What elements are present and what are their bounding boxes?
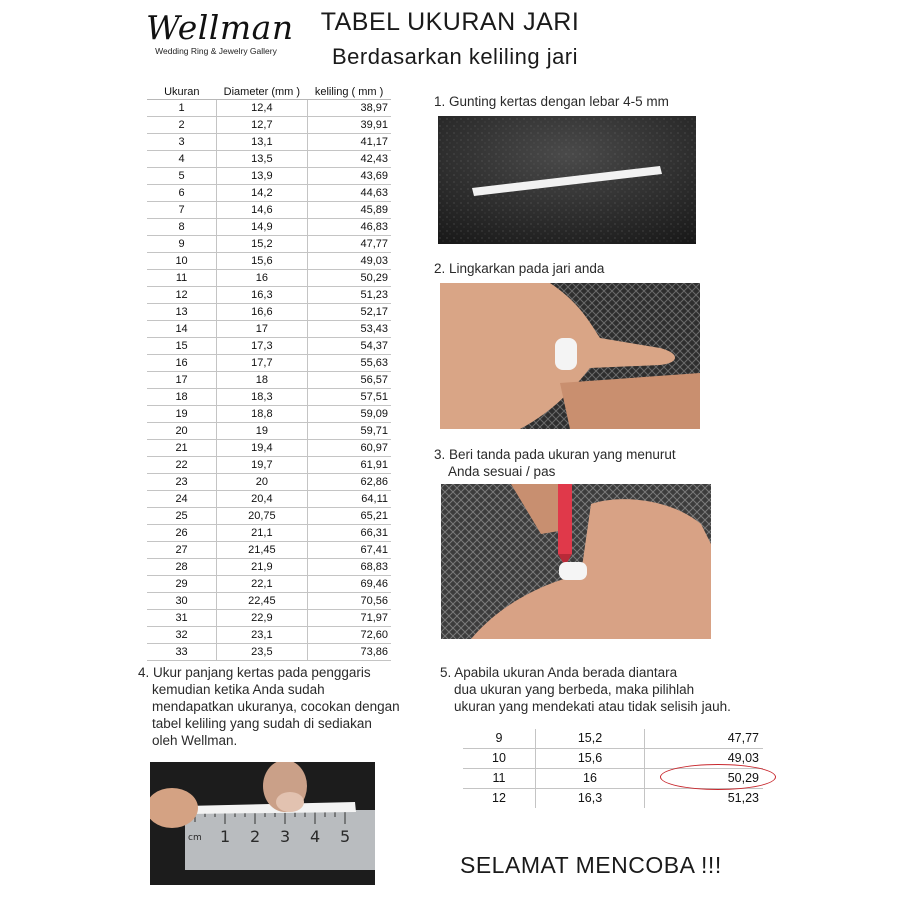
step-1-text: 1. Gunting kertas dengan lebar 4-5 mm bbox=[434, 94, 669, 109]
table-row bbox=[147, 576, 391, 593]
size-cell: 16 bbox=[147, 355, 217, 372]
circumference-cell: 62,86 bbox=[307, 474, 391, 491]
table-row bbox=[147, 542, 391, 559]
size-cell: 27 bbox=[147, 542, 217, 559]
circumference-cell: 70,56 bbox=[307, 593, 391, 610]
diameter-cell: 14,6 bbox=[217, 202, 307, 219]
circumference-cell: 50,29 bbox=[645, 769, 764, 789]
circumference-cell: 59,09 bbox=[307, 406, 391, 423]
table-row bbox=[147, 338, 391, 355]
table-row bbox=[147, 457, 391, 474]
circumference-cell: 66,31 bbox=[307, 525, 391, 542]
circumference-cell: 41,17 bbox=[307, 134, 391, 151]
table-row bbox=[147, 202, 391, 219]
diameter-cell: 14,2 bbox=[217, 185, 307, 202]
table-row bbox=[463, 789, 763, 809]
size-cell: 10 bbox=[147, 253, 217, 270]
table-row bbox=[147, 610, 391, 627]
circumference-cell: 55,63 bbox=[307, 355, 391, 372]
table-row bbox=[147, 627, 391, 644]
size-cell: 17 bbox=[147, 372, 217, 389]
ruler-tick-label: 3 bbox=[280, 827, 291, 846]
diameter-cell: 15,2 bbox=[217, 236, 307, 253]
ring-size-table bbox=[147, 84, 391, 661]
closing-message: SELAMAT MENCOBA !!! bbox=[460, 852, 722, 878]
step-3-line-1: 3. Beri tanda pada ukuran yang menurut bbox=[434, 447, 676, 462]
size-cell: 13 bbox=[147, 304, 217, 321]
size-cell: 26 bbox=[147, 525, 217, 542]
size-cell: 4 bbox=[147, 151, 217, 168]
circumference-cell: 43,69 bbox=[307, 168, 391, 185]
table-row bbox=[463, 729, 763, 749]
diameter-cell: 21,9 bbox=[217, 559, 307, 576]
circumference-cell: 44,63 bbox=[307, 185, 391, 202]
step-3-line-2: Anda sesuai / pas bbox=[448, 464, 556, 479]
size-cell: 12 bbox=[147, 287, 217, 304]
table-row bbox=[147, 389, 391, 406]
ruler-tick-label: 2 bbox=[250, 827, 261, 846]
table-row bbox=[147, 406, 391, 423]
diameter-cell: 19 bbox=[217, 423, 307, 440]
size-cell: 10 bbox=[463, 749, 536, 769]
circumference-cell: 61,91 bbox=[307, 457, 391, 474]
circumference-cell: 38,97 bbox=[307, 100, 391, 117]
paper-strip-photo bbox=[438, 116, 696, 244]
ruler-photo bbox=[150, 762, 375, 885]
circumference-cell: 39,91 bbox=[307, 117, 391, 134]
step-4-line-2: kemudian ketika Anda sudah bbox=[152, 682, 325, 697]
circumference-cell: 60,97 bbox=[307, 440, 391, 457]
table-row bbox=[147, 423, 391, 440]
table-body bbox=[147, 100, 391, 661]
table-row bbox=[147, 321, 391, 338]
size-cell: 31 bbox=[147, 610, 217, 627]
step-4-line-3: mendapatkan ukuranya, cocokan dengan bbox=[152, 699, 400, 714]
size-cell: 5 bbox=[147, 168, 217, 185]
step-5-line-1: 5. Apabila ukuran Anda berada diantara bbox=[440, 665, 678, 680]
diameter-cell: 20 bbox=[217, 474, 307, 491]
wrap-finger-photo bbox=[440, 283, 700, 429]
size-cell: 1 bbox=[147, 100, 217, 117]
diameter-cell: 22,1 bbox=[217, 576, 307, 593]
step-4-line-1: 4. Ukur panjang kertas pada penggaris bbox=[138, 665, 371, 680]
step-4-text bbox=[138, 664, 438, 749]
table-row bbox=[147, 593, 391, 610]
diameter-cell: 12,7 bbox=[217, 117, 307, 134]
circumference-cell: 59,71 bbox=[307, 423, 391, 440]
size-cell: 8 bbox=[147, 219, 217, 236]
table-row bbox=[147, 304, 391, 321]
mark-pen-illustration bbox=[441, 484, 711, 639]
diameter-cell: 17,7 bbox=[217, 355, 307, 372]
circumference-cell: 46,83 bbox=[307, 219, 391, 236]
size-cell: 29 bbox=[147, 576, 217, 593]
diameter-cell: 15,2 bbox=[536, 729, 645, 749]
diameter-cell: 18,8 bbox=[217, 406, 307, 423]
table-row bbox=[147, 559, 391, 576]
size-cell: 9 bbox=[463, 729, 536, 749]
wrap-finger-illustration bbox=[440, 283, 700, 429]
table-row bbox=[147, 117, 391, 134]
brand-logo bbox=[146, 8, 294, 64]
size-cell: 6 bbox=[147, 185, 217, 202]
table-row bbox=[147, 644, 391, 661]
diameter-cell: 12,4 bbox=[217, 100, 307, 117]
ruler-illustration bbox=[150, 762, 375, 885]
paper-strip-illustration bbox=[438, 116, 696, 244]
step-3-text bbox=[434, 446, 734, 480]
table-row bbox=[147, 151, 391, 168]
table-row bbox=[147, 100, 391, 117]
size-cell: 24 bbox=[147, 491, 217, 508]
size-cell: 7 bbox=[147, 202, 217, 219]
size-cell: 25 bbox=[147, 508, 217, 525]
diameter-cell: 15,6 bbox=[536, 749, 645, 769]
table-row bbox=[147, 134, 391, 151]
mark-pen-photo bbox=[441, 484, 711, 639]
circumference-cell: 49,03 bbox=[307, 253, 391, 270]
table-row bbox=[147, 525, 391, 542]
diameter-cell: 19,7 bbox=[217, 457, 307, 474]
step-2-text: 2. Lingkarkan pada jari anda bbox=[434, 261, 605, 276]
circumference-cell: 42,43 bbox=[307, 151, 391, 168]
diameter-cell: 18 bbox=[217, 372, 307, 389]
diameter-cell: 21,45 bbox=[217, 542, 307, 559]
table-row bbox=[147, 372, 391, 389]
table-row bbox=[147, 491, 391, 508]
size-cell: 9 bbox=[147, 236, 217, 253]
table-row bbox=[147, 185, 391, 202]
table-row bbox=[147, 474, 391, 491]
table-row bbox=[147, 219, 391, 236]
ruler-tick-label: 4 bbox=[310, 827, 321, 846]
circumference-cell: 54,37 bbox=[307, 338, 391, 355]
circumference-cell: 50,29 bbox=[307, 270, 391, 287]
table-row bbox=[147, 355, 391, 372]
table-row bbox=[147, 270, 391, 287]
ruler-unit-label: cm bbox=[188, 833, 202, 843]
circumference-cell: 65,21 bbox=[307, 508, 391, 525]
circumference-cell: 68,83 bbox=[307, 559, 391, 576]
column-header-circumference: keliling ( mm ) bbox=[307, 84, 391, 100]
diameter-cell: 20,75 bbox=[217, 508, 307, 525]
size-cell: 11 bbox=[147, 270, 217, 287]
circumference-cell: 51,23 bbox=[307, 287, 391, 304]
circumference-cell: 57,51 bbox=[307, 389, 391, 406]
diameter-cell: 16 bbox=[217, 270, 307, 287]
table-header-row bbox=[147, 84, 391, 100]
diameter-cell: 18,3 bbox=[217, 389, 307, 406]
size-cell: 30 bbox=[147, 593, 217, 610]
size-cell: 18 bbox=[147, 389, 217, 406]
size-cell: 23 bbox=[147, 474, 217, 491]
column-header-diameter: Diameter (mm ) bbox=[217, 84, 307, 100]
circumference-cell: 73,86 bbox=[307, 644, 391, 661]
diameter-cell: 15,6 bbox=[217, 253, 307, 270]
diameter-cell: 16,3 bbox=[217, 287, 307, 304]
circumference-cell: 64,11 bbox=[307, 491, 391, 508]
step-4-line-5: oleh Wellman. bbox=[152, 733, 238, 748]
circumference-cell: 47,77 bbox=[645, 729, 764, 749]
page-title: TABEL UKURAN JARI bbox=[320, 8, 580, 36]
circumference-cell: 52,17 bbox=[307, 304, 391, 321]
circumference-cell: 56,57 bbox=[307, 372, 391, 389]
size-cell: 19 bbox=[147, 406, 217, 423]
diameter-cell: 17,3 bbox=[217, 338, 307, 355]
table-row bbox=[147, 508, 391, 525]
diameter-cell: 16,3 bbox=[536, 789, 645, 809]
ruler-tick-label: 1 bbox=[220, 827, 231, 846]
diameter-cell: 23,1 bbox=[217, 627, 307, 644]
diameter-cell: 22,9 bbox=[217, 610, 307, 627]
circumference-cell: 51,23 bbox=[645, 789, 764, 809]
brand-name: Wellman bbox=[146, 8, 294, 47]
diameter-cell: 13,9 bbox=[217, 168, 307, 185]
brand-tagline: Wedding Ring & Jewelry Gallery bbox=[155, 46, 277, 56]
circumference-cell: 71,97 bbox=[307, 610, 391, 627]
step-5-text bbox=[440, 664, 770, 715]
size-cell: 3 bbox=[147, 134, 217, 151]
diameter-cell: 22,45 bbox=[217, 593, 307, 610]
size-cell: 14 bbox=[147, 321, 217, 338]
diameter-cell: 13,5 bbox=[217, 151, 307, 168]
size-cell: 2 bbox=[147, 117, 217, 134]
table-row bbox=[147, 440, 391, 457]
circumference-cell: 47,77 bbox=[307, 236, 391, 253]
size-cell: 21 bbox=[147, 440, 217, 457]
diameter-cell: 21,1 bbox=[217, 525, 307, 542]
diameter-cell: 20,4 bbox=[217, 491, 307, 508]
diameter-cell: 14,9 bbox=[217, 219, 307, 236]
size-cell: 12 bbox=[463, 789, 536, 809]
table-row bbox=[147, 287, 391, 304]
size-cell: 15 bbox=[147, 338, 217, 355]
circumference-cell: 49,03 bbox=[645, 749, 764, 769]
circumference-cell: 72,60 bbox=[307, 627, 391, 644]
step-5-line-2: dua ukuran yang berbeda, maka pilihlah bbox=[454, 682, 695, 697]
column-header-size: Ukuran bbox=[147, 84, 217, 100]
circumference-cell: 53,43 bbox=[307, 321, 391, 338]
size-cell: 33 bbox=[147, 644, 217, 661]
diameter-cell: 19,4 bbox=[217, 440, 307, 457]
size-cell: 32 bbox=[147, 627, 217, 644]
size-cell: 11 bbox=[463, 769, 536, 789]
diameter-cell: 16 bbox=[536, 769, 645, 789]
highlight-circle bbox=[660, 764, 776, 790]
circumference-cell: 67,41 bbox=[307, 542, 391, 559]
circumference-cell: 69,46 bbox=[307, 576, 391, 593]
ruler-tick-label: 5 bbox=[340, 827, 351, 846]
diameter-cell: 16,6 bbox=[217, 304, 307, 321]
table-row bbox=[147, 253, 391, 270]
size-cell: 28 bbox=[147, 559, 217, 576]
diameter-cell: 23,5 bbox=[217, 644, 307, 661]
step-4-line-4: tabel keliling yang sudah di sediakan bbox=[152, 716, 372, 731]
table-row bbox=[147, 168, 391, 185]
circumference-cell: 45,89 bbox=[307, 202, 391, 219]
diameter-cell: 17 bbox=[217, 321, 307, 338]
table-row bbox=[147, 236, 391, 253]
step-5-line-3: ukuran yang mendekati atau tidak selisih jauh. bbox=[454, 699, 731, 714]
size-cell: 22 bbox=[147, 457, 217, 474]
size-cell: 20 bbox=[147, 423, 217, 440]
page-subtitle: Berdasarkan keliling jari bbox=[331, 44, 579, 69]
diameter-cell: 13,1 bbox=[217, 134, 307, 151]
